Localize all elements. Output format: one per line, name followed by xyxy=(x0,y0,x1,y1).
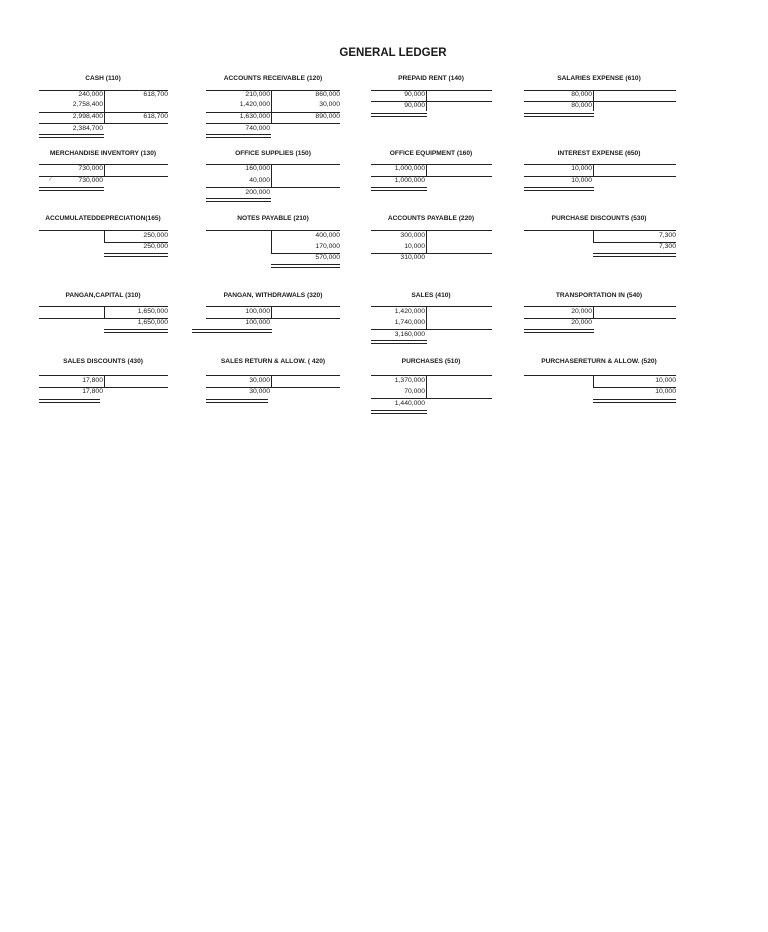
debit-entry: 2,758,400 xyxy=(72,101,103,108)
debit-entry: 17,800 xyxy=(82,377,103,384)
total-line xyxy=(371,398,492,399)
account-title: SALES DISCOUNTS (430) xyxy=(63,358,143,365)
debit-total: 90,000 xyxy=(404,102,425,109)
account-title: SALES RETURN & ALLOW. ( 420) xyxy=(220,358,326,365)
page-title: GENERAL LEDGER xyxy=(339,47,447,59)
t-vertical-line xyxy=(104,90,105,124)
double-underline xyxy=(371,410,427,414)
debit-entry: 80,000 xyxy=(571,91,592,98)
account-title: SALARIES EXPENSE (610) xyxy=(557,75,641,82)
double-underline xyxy=(206,198,271,202)
double-underline xyxy=(524,113,594,117)
double-underline xyxy=(524,187,594,191)
debit-total: 20,000 xyxy=(571,319,592,326)
rule-line xyxy=(524,176,676,177)
t-vertical-line xyxy=(426,375,427,399)
account-title: MERCHANDISE INVENTORY (130) xyxy=(49,150,157,157)
debit-entry: 70,000 xyxy=(404,388,425,395)
balance: 570,000 xyxy=(315,254,340,261)
credit-entry: 400,000 xyxy=(315,232,340,239)
t-vertical-line xyxy=(593,164,594,176)
balance: 200,000 xyxy=(245,189,270,196)
credit-entry: 618,700 xyxy=(143,91,168,98)
account-title: PREPAID RENT (140) xyxy=(398,75,464,82)
account-title: CASH (110) xyxy=(85,75,121,82)
total-line xyxy=(39,123,168,124)
account-title: ACCOUNTS PAYABLE (220) xyxy=(387,215,475,222)
t-top-line xyxy=(524,230,676,231)
tick-mark-icon: ✓ xyxy=(48,177,54,183)
double-underline xyxy=(206,134,271,138)
credit-total: 250,000 xyxy=(143,243,168,250)
account-title: PURCHASE DISCOUNTS (530) xyxy=(551,215,647,222)
debit-entry: 90,000 xyxy=(404,91,425,98)
debit-entry: 300,000 xyxy=(400,232,425,239)
t-vertical-line xyxy=(104,164,105,176)
double-underline xyxy=(206,399,268,403)
t-top-line xyxy=(524,306,676,307)
t-top-line xyxy=(371,375,492,376)
rule-line xyxy=(371,176,492,177)
balance: 2,384,700 xyxy=(72,125,103,132)
debit-entry: 30,000 xyxy=(249,377,270,384)
account-title: NOTES PAYABLE (210) xyxy=(237,215,309,222)
double-underline xyxy=(192,329,272,333)
double-underline xyxy=(593,399,676,403)
debit-entry: 1,370,000 xyxy=(394,377,425,384)
credit-entry: 250,000 xyxy=(143,232,168,239)
credit-total: 7,300 xyxy=(658,243,676,250)
debit-entry: 1,420,000 xyxy=(239,101,270,108)
balance: 310,000 xyxy=(400,254,425,261)
t-vertical-line xyxy=(271,375,272,387)
t-vertical-line xyxy=(426,306,427,330)
rule-line xyxy=(39,176,168,177)
credit-entry: 7,300 xyxy=(658,232,676,239)
debit-entry: 1,000,000 xyxy=(394,165,425,172)
t-vertical-line xyxy=(593,375,594,387)
debit-entry: 20,000 xyxy=(571,308,592,315)
debit-total: 100,000 xyxy=(245,319,270,326)
t-vertical-line xyxy=(104,306,105,318)
debit-total: 2,998,400 xyxy=(72,113,103,120)
debit-entry: 160,000 xyxy=(245,165,270,172)
t-top-line xyxy=(371,230,492,231)
rule-line xyxy=(371,101,492,102)
t-vertical-line xyxy=(271,306,272,318)
t-top-line xyxy=(206,164,340,165)
debit-total: 1,630,000 xyxy=(239,113,270,120)
debit-total: 17,800 xyxy=(82,388,103,395)
rule-line xyxy=(39,387,168,388)
debit-entry: 1,420,000 xyxy=(394,308,425,315)
double-underline xyxy=(104,253,168,257)
t-vertical-line xyxy=(104,230,105,242)
t-top-line xyxy=(371,164,492,165)
t-vertical-line xyxy=(271,230,272,254)
double-underline xyxy=(593,253,676,257)
debit-total: 30,000 xyxy=(249,388,270,395)
double-underline xyxy=(39,187,104,191)
balance: 1,440,000 xyxy=(394,400,425,407)
account-title: PURCHASES (510) xyxy=(401,358,461,365)
rule-line xyxy=(206,387,340,388)
t-vertical-line xyxy=(593,230,594,242)
double-underline xyxy=(39,134,104,138)
debit-entry: 730,000 xyxy=(78,165,103,172)
t-top-line xyxy=(524,164,676,165)
t-top-line xyxy=(524,375,676,376)
double-underline xyxy=(371,340,427,344)
credit-entry: 10,000 xyxy=(655,377,676,384)
t-top-line xyxy=(371,90,492,91)
account-title: OFFICE EQUIPMENT (160) xyxy=(389,150,473,157)
account-title: OFFICE SUPPLIES (150) xyxy=(235,150,311,157)
balance: 740,000 xyxy=(245,125,270,132)
account-title: TRANSPORTATION IN (540) xyxy=(555,292,643,299)
debit-total: 80,000 xyxy=(571,102,592,109)
t-vertical-line xyxy=(426,164,427,176)
double-underline xyxy=(371,187,427,191)
debit-entry: 100,000 xyxy=(245,308,270,315)
debit-entry: 40,000 xyxy=(249,177,270,184)
account-title: PANGAN,CAPITAL (310) xyxy=(65,292,141,299)
account-title: INTEREST EXPENSE (650) xyxy=(557,150,641,157)
t-vertical-line xyxy=(426,230,427,254)
rule-line xyxy=(206,318,340,319)
balance: 3,160,000 xyxy=(394,331,425,338)
t-top-line xyxy=(206,306,340,307)
double-underline xyxy=(371,113,427,117)
credit-total: 1,650,000 xyxy=(137,319,168,326)
account-title: ACCOUNTS RECEIVABLE (120) xyxy=(223,75,323,82)
credit-total: 890,000 xyxy=(315,113,340,120)
t-top-line xyxy=(524,90,676,91)
debit-entry: 1,740,000 xyxy=(394,319,425,326)
double-underline xyxy=(39,399,100,403)
debit-entry: 10,000 xyxy=(404,243,425,250)
t-vertical-line xyxy=(271,90,272,124)
total-line xyxy=(206,187,340,188)
double-underline xyxy=(524,329,594,333)
account-title: ACCUMULATEDDEPRECIATION(165) xyxy=(45,215,161,222)
t-top-line xyxy=(206,375,340,376)
t-vertical-line xyxy=(593,306,594,318)
debit-entry: 10,000 xyxy=(571,165,592,172)
debit-entry: 240,000 xyxy=(78,91,103,98)
credit-entry: 1,650,000 xyxy=(137,308,168,315)
credit-total: 10,000 xyxy=(655,388,676,395)
total-line xyxy=(206,123,340,124)
credit-entry: 860,000 xyxy=(315,91,340,98)
credit-entry: 30,000 xyxy=(319,101,340,108)
account-title: SALES (410) xyxy=(411,292,451,299)
double-underline xyxy=(271,264,340,268)
t-top-line xyxy=(371,306,492,307)
credit-entry: 170,000 xyxy=(315,243,340,250)
rule-line xyxy=(524,318,676,319)
t-vertical-line xyxy=(271,164,272,188)
rule-line xyxy=(524,101,676,102)
double-underline xyxy=(104,329,168,333)
debit-total: 730,000 xyxy=(78,177,103,184)
total-line xyxy=(371,253,492,254)
t-vertical-line xyxy=(104,375,105,387)
credit-total: 618,700 xyxy=(143,113,168,120)
account-title: PURCHASERETURN & ALLOW. (520) xyxy=(541,358,657,365)
debit-total: 10,000 xyxy=(571,177,592,184)
total-line xyxy=(371,329,492,330)
account-title: PANGAN, WITHDRAWALS (320) xyxy=(223,292,323,299)
debit-total: 1,000,000 xyxy=(394,177,425,184)
debit-entry: 210,000 xyxy=(245,91,270,98)
